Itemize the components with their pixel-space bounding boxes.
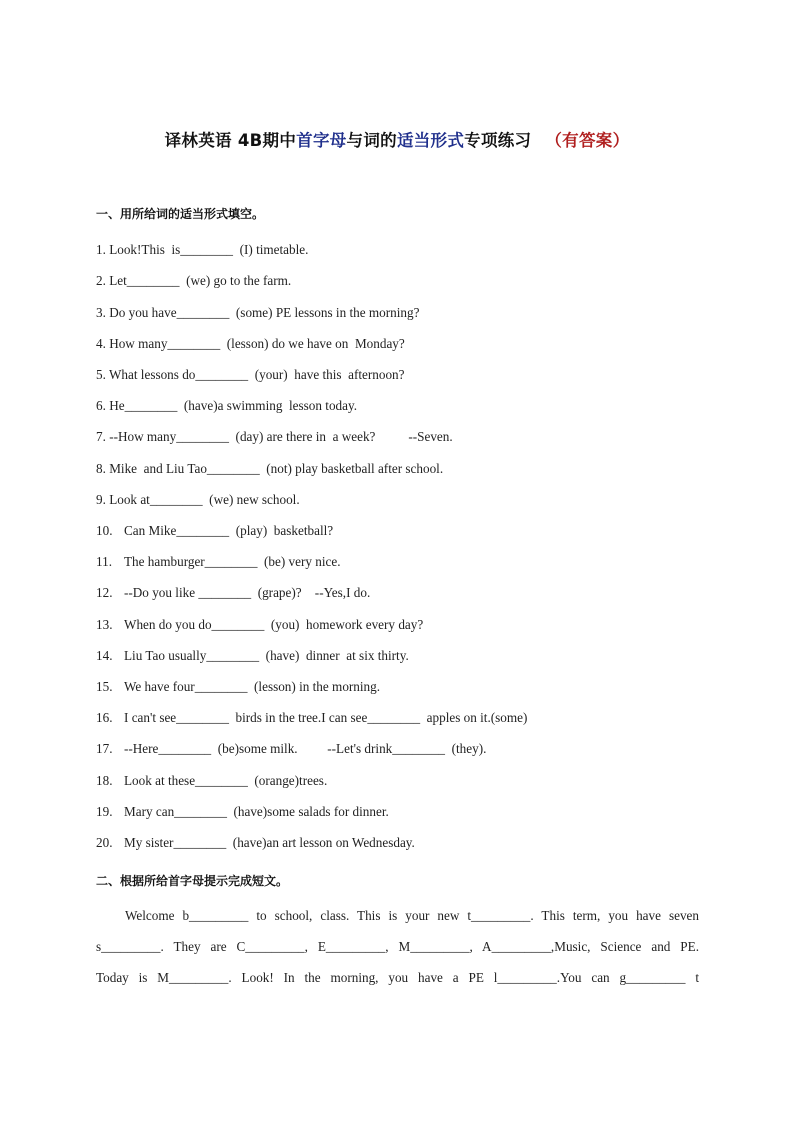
question-item [96,617,423,633]
question-text: Look!This is________ (I) timetable. [105,242,309,257]
question-item [96,492,300,508]
question-item [96,710,527,726]
question-item [96,367,405,383]
question-text: How many________ (lesson) do we have on Monday? [105,336,405,351]
question-item [96,398,357,414]
question-text: Look at these________ (orange)trees. [124,773,328,788]
question-text: He________ (have)a swimming lesson today. [105,398,358,413]
question-text: Mike and Liu Tao________ (not) play basketball after school. [105,461,444,476]
question-item [96,429,453,445]
passage-line: s_________. They are C_________, E_________, M_________, A_________,Music, Science and PE. [96,939,699,954]
title-part-7: 专项练习 [464,131,532,150]
question-text: Do you have________ (some) PE lessons in the morning? [105,305,420,320]
question-number: 4. [96,336,106,351]
question-item [96,273,291,289]
question-text: The hamburger________ (be) very nice. [124,554,341,569]
question-number: 10. [96,523,113,538]
title-part-5: 与词的 [346,131,397,150]
question-item [96,305,419,321]
question-text: My sister________ (have)an art lesson on Wednesday. [124,835,415,850]
passage-line: Today is M_________. Look! In the morning, you have a PE l_________.You can g_________ t [96,970,699,985]
passage-line: Welcome b_________ to school, class. This is your new t_________. This term, you have seven [125,908,699,923]
title-part-8: （ [545,131,563,150]
question-number: 3. [96,305,106,320]
question-number: 14. [96,648,113,663]
question-item [96,835,415,851]
title-part-2: 4B [237,131,263,150]
question-item [96,461,443,477]
section-2-heading: 二、根据所给首字母提示完成短文。 [96,874,289,888]
question-item [96,242,308,258]
question-text: --Here________ (be)some milk. --Let's drink________ (they). [124,741,487,756]
question-number: 16. [96,710,113,725]
question-item [96,804,389,820]
question-number: 20. [96,835,113,850]
question-number: 13. [96,617,113,632]
question-number: 2. [96,273,106,288]
question-item [96,523,333,539]
question-number: 8. [96,461,106,476]
question-text: Look at________ (we) new school. [105,492,300,507]
question-number: 1. [96,242,106,257]
title-part-10: ） [612,131,630,150]
question-number: 19. [96,804,113,819]
question-text: What lessons do________ (your) have this afternoon? [105,367,405,382]
question-number: 6. [96,398,106,413]
question-item [96,554,341,570]
question-item [96,679,380,695]
question-text: When do you do________ (you) homework every day? [124,617,424,632]
question-number: 7. [96,429,106,444]
question-text: We have four________ (lesson) in the morning. [124,679,381,694]
question-item [96,585,370,601]
question-item [96,741,486,757]
question-number: 5. [96,367,106,382]
page-title [0,127,794,151]
question-item [96,336,405,352]
question-number: 17. [96,741,113,756]
question-number: 11. [96,554,112,569]
question-number: 9. [96,492,106,507]
title-part-1: 译林英语 [164,131,232,150]
question-text: --How many________ (day) are there in a week? --Seven. [105,429,453,444]
question-text: Liu Tao usually________ (have) dinner at six thirty. [124,648,409,663]
question-item [96,773,327,789]
question-item [96,648,409,664]
question-number: 15. [96,679,113,694]
title-part-4: 首字母 [296,131,347,150]
question-text: Let________ (we) go to the farm. [105,273,292,288]
section-1-heading: 一、用所给词的适当形式填空。 [96,207,265,221]
question-number: 12. [96,585,113,600]
question-text: I can't see________ birds in the tree.I can see________ apples on it.(some) [124,710,528,725]
question-text: Mary can________ (have)some salads for dinner. [124,804,389,819]
question-text: --Do you like ________ (grape)? --Yes,I do. [124,585,371,600]
title-part-6: 适当形式 [396,131,465,150]
question-text: Can Mike________ (play) basketball? [124,523,334,538]
title-part-3: 期中 [262,131,297,150]
question-number: 18. [96,773,113,788]
title-part-9: 有答案 [562,131,613,150]
